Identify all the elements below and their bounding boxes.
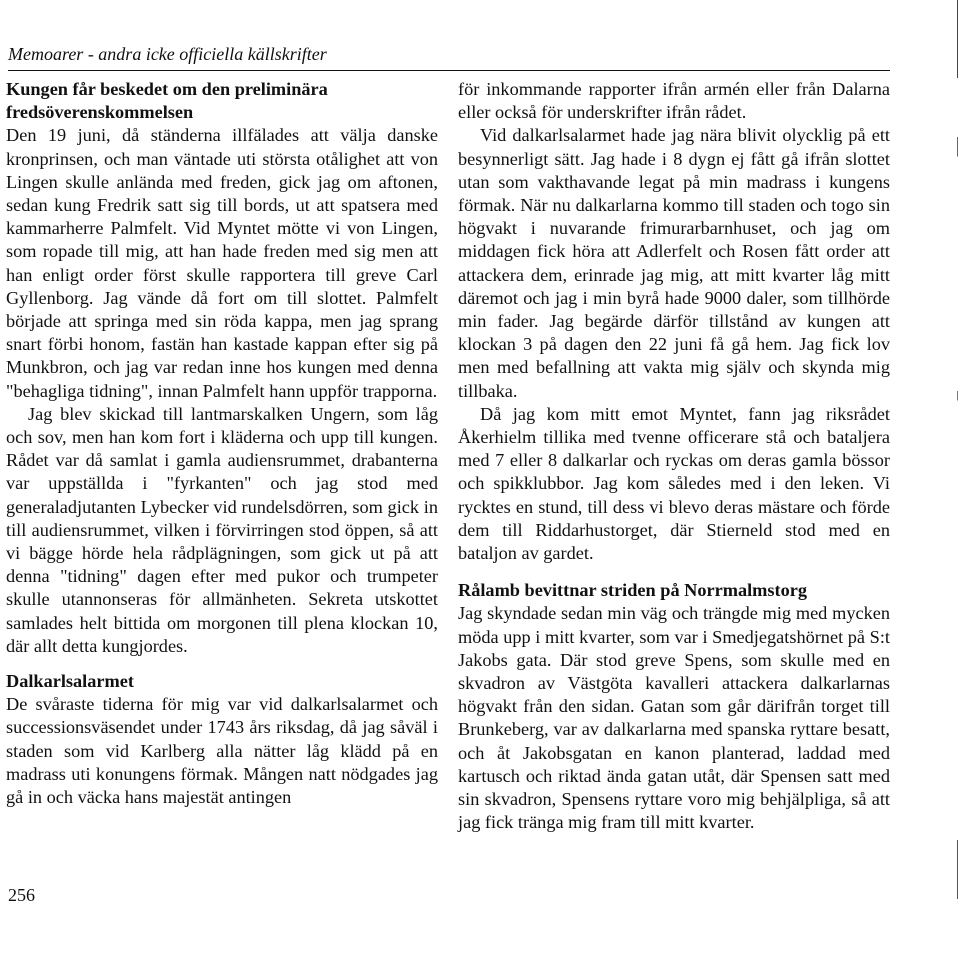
scan-edge-line bbox=[957, 0, 958, 977]
section-heading-peace: Kungen får beskedet om den preliminära fredsöverenskommelsen bbox=[6, 79, 328, 123]
left-column bbox=[6, 78, 438, 809]
paragraph: för inkommande rapporter ifrån armén eller från Dalarna eller också för underskrifter ifrån rådet. bbox=[458, 79, 890, 123]
paragraph: Vid dalkarlsalarmet hade jag nära blivit olycklig på ett besynnerligt sätt. Jag hade i 8 dygn ej fått gå ifrån slottet utan som vakthavande legat på min madrass i kungens förmak. När nu dalkarlarna kommo till staden och togo sin högvakt i nuvarande frimurarbarnhuset, och jag om middagen fick höra att Adlerfelt och Rosen fått order att attackera dem, erinrade jag mig, att mitt kvarter låg mitt däremot och jag i min byrå hade 9000 daler, som tillhörde min fader. Jag begärde därför tillstånd av kungen att klockan 3 på dagen den 22 juni få gå hem. Jag fick lov men med befallning att vakta mig själv och skynda mig tillbaka. bbox=[458, 125, 890, 401]
paragraph: Jag skyndade sedan min väg och trängde mig med mycken möda upp i mitt kvarter, som var i Smedjegatshörnet på S:t Jakobs gata. Där stod greve Spens, som skulle med en skvadron av Västgöta kavalleri attackera dalkarlarnas högvakt från den sidan. Gatan som går därifrån torget till Brunkeberg, var av dalkarlarna med spanska ryttare besatt, och åt Jakobsgatan en kanon planterad, laddad med kartusch och riktad ända gatan utåt, där Spensen satt med sin skvadron, Spensens ryttare voro mig behjälpliga, så att jag fick tränga mig fram till mitt kvarter. bbox=[458, 603, 890, 833]
running-head: Memoarer - andra icke officiella källskrifter bbox=[8, 44, 327, 64]
section-heading-ralamb: Rålamb bevittnar striden på Norrmalmstorg bbox=[458, 580, 808, 601]
paragraph: De svåraste tiderna för mig var vid dalkarlsalarmet och successionsväsendet under 1743 års riksdag, då jag såväl i staden som vid Karlberg alla nätter låg klädd på en madrass uti konungens förmak. Mången natt nödgades jag gå in och väcka hans majestät antingen bbox=[6, 694, 438, 808]
paragraph: Då jag kom mitt emot Myntet, fann jag riksrådet Åkerhielm tillika med tvenne officerare stå och bataljera med 7 eller 8 dalkarlar och ryckas om deras gamla bössor och spikklubbor. Jag kom således med i den leken. Vi rycktes en stund, till dess vi blevo deras mästare och förde dem till Riddarhustorget, där Stierneld stod med en bataljon av gardet. bbox=[458, 403, 890, 564]
page-number: 256 bbox=[8, 885, 35, 905]
section-heading-dalkarlsalarmet: Dalkarlsalarmet bbox=[6, 671, 134, 692]
paragraph: Jag blev skickad till lantmarskalken Ungern, som låg och sov, men han kom fort i kläderna och upp till kungen. Rådet var då samlat i gamla audiensrummet, drabanterna var uppställda i "fyrkanten" och jag stod med generaladjutanten Lybecker vid rundelsdörren, som gick in till audiensrummet, vilken i förvirringen stod öppen, så att vi bägge hörde hela rådplägningen, som gick ut på att denna "tidning" dagen efter med pukor och trumpeter skulle utannonseras för allmänheten. Sekreta utskottet samlades helt bittida om morgonen till plena klockan 10, där allt detta kungjordes. bbox=[6, 403, 438, 656]
header-rule bbox=[8, 70, 890, 71]
right-column bbox=[458, 78, 890, 835]
paragraph: Den 19 juni, då ständerna illfälades att välja danske kronprinsen, och man väntade uti största otålighet att von Lingen skulle anlända med freden, gick jag om aftonen, sedan kung Fredrik satt sig till bords, ut att spatsera med kammarherre Palmfelt. Vid Myntet mötte vi von Lingen, som ropade till mig, att han hade freden med sig men att han enligt order först skulle rapportera till greve Carl Gyllenborg. Jag vände då fort om till slottet. Palmfelt började att springa med sin röda kappa, men jag sprang snart förbi honom, fastän han kastade kappan efter sig på Munkbron, och jag var redan inne hos kungen med denna "behagliga tidning", innan Palmfelt hann uppför trapporna. bbox=[6, 125, 438, 401]
